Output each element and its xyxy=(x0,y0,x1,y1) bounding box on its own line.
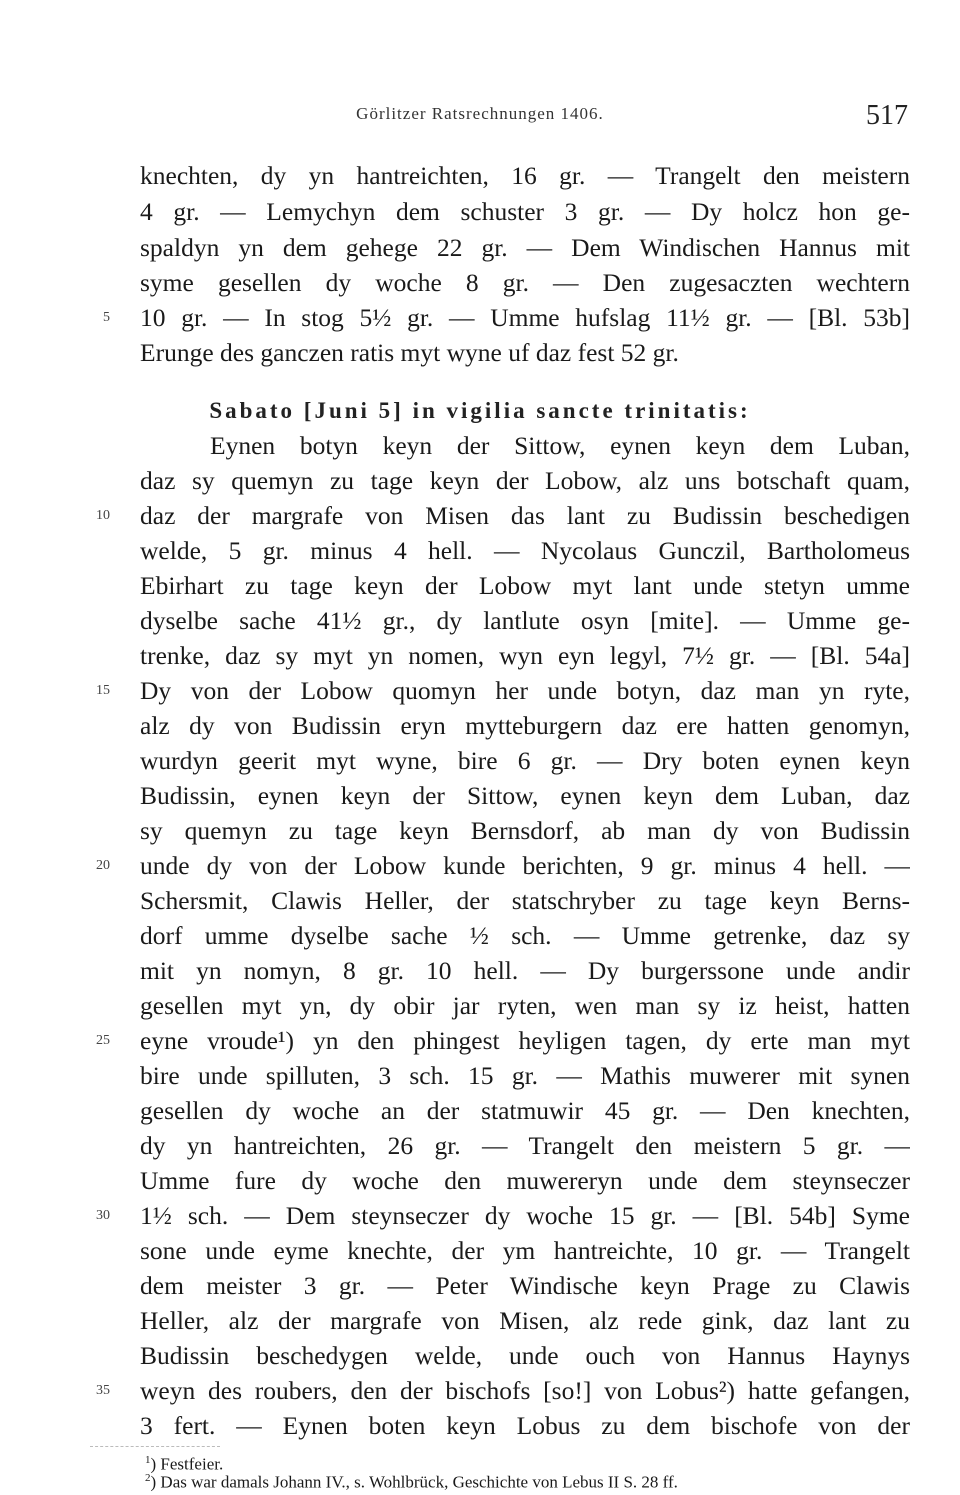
text-line: Ebirhart zu tage keyn der Lobow myt lant unde stetyn umme xyxy=(140,571,910,600)
text-line: Budissin, eynen keyn der Sittow, eynen keyn dem Luban, daz xyxy=(140,781,910,810)
footnote: $^1$) Festfeier. xyxy=(145,1454,224,1474)
text-line: syme gesellen dy woche 8 gr. — Den zugesaczten wechtern xyxy=(140,268,910,297)
text-line: weyn des roubers, den der bischofs [so!] von Lobus²) hatte gefangen, xyxy=(140,1376,910,1405)
text-line: 10 gr. — In stog 5½ gr. — Umme hufslag 11½ gr. — [Bl. 53b] xyxy=(140,303,910,332)
text-line: alz dy von Budissin eryn mytteburgern daz ere hatten genomyn, xyxy=(140,711,910,740)
text-line: trenke, daz sy myt yn nomen, wyn eyn legyl, 7½ gr. — [Bl. 54a] xyxy=(140,641,910,670)
section-heading: Sabato [Juni 5] in vigilia sancte trinitatis: xyxy=(209,398,751,423)
text-line: 1½ sch. — Dem steynseczer dy woche 15 gr. — [Bl. 54b] Syme xyxy=(140,1201,910,1230)
text-line: spaldyn yn dem gehege 22 gr. — Dem Windischen Hannus mit xyxy=(140,233,910,262)
line-number: 20 xyxy=(96,858,110,873)
footnote-mark: 2 xyxy=(145,1472,151,1484)
text-line: 4 gr. — Lemychyn dem schuster 3 gr. — Dy holcz hon ge- xyxy=(140,197,910,226)
line-number: 35 xyxy=(96,1383,110,1398)
text-line: wurdyn geerit myt wyne, bire 6 gr. — Dry boten eynen keyn xyxy=(140,746,910,775)
footnote-text: Festfeier. xyxy=(160,1454,224,1474)
text-line: dyselbe sache 41½ gr., dy lantlute osyn [mite]. — Umme ge- xyxy=(140,606,910,635)
text-line: sy quemyn zu tage keyn Bernsdorf, ab man dy von Budissin xyxy=(140,816,910,845)
footnote: $^2$) Das war damals Johann IV., s. Wohlbrück, Geschichte von Lebus II S. 28 ff. xyxy=(145,1472,678,1492)
text-line: Schersmit, Clawis Heller, der statschryber zu tage keyn Berns- xyxy=(140,886,910,915)
text-line: Heller, alz der margrafe von Misen, alz rede gink, daz lant zu xyxy=(140,1306,910,1335)
text-line: welde, 5 gr. minus 4 hell. — Nycolaus Gunczil, Bartholomeus xyxy=(140,536,910,565)
text-line: mit yn nomyn, 8 gr. 10 hell. — Dy burgerssone unde andir xyxy=(140,956,910,985)
text-line: sone unde eyme knechte, der ym hantreichte, 10 gr. — Trangelt xyxy=(140,1236,910,1265)
text-line: dem meister 3 gr. — Peter Windische keyn Prage zu Clawis xyxy=(140,1271,910,1300)
text-line: daz sy quemyn zu tage keyn der Lobow, alz uns botschaft quam, xyxy=(140,466,910,495)
text-line: Erunge des ganczen ratis myt wyne uf daz fest 52 gr. xyxy=(140,338,679,367)
text-line: 3 fert. — Eynen boten keyn Lobus zu dem bischofe von der xyxy=(140,1411,910,1440)
text-line: daz der margrafe von Misen das lant zu Budissin beschedigen xyxy=(140,501,910,530)
text-line: dy yn hantreichten, 26 gr. — Trangelt den meistern 5 gr. — xyxy=(140,1131,910,1160)
text-line: unde dy von der Lobow kunde berichten, 9 gr. minus 4 hell. — xyxy=(140,851,910,880)
footnote-text: Das war damals Johann IV., s. Wohlbrück, Geschichte von Lebus II S. 28 ff. xyxy=(160,1472,678,1492)
page-number: 517 xyxy=(866,100,908,131)
text-line: knechten, dy yn hantreichten, 16 gr. — Trangelt den meistern xyxy=(140,161,910,190)
text-line: Eynen botyn keyn der Sittow, eynen keyn dem Luban, xyxy=(210,431,910,460)
line-number: 30 xyxy=(96,1208,110,1223)
line-number: 5 xyxy=(103,310,110,325)
footnote-mark: 1 xyxy=(145,1454,151,1466)
text-line: eyne vroude¹) yn den phingest heyligen tagen, dy erte man myt xyxy=(140,1026,910,1055)
text-line: bire unde spilluten, 3 sch. 15 gr. — Mathis muwerer mit synen xyxy=(140,1061,910,1090)
text-line: gesellen myt yn, dy obir jar ryten, wen man sy iz heist, hatten xyxy=(140,991,910,1020)
line-number: 15 xyxy=(96,683,110,698)
text-line: Dy von der Lobow quomyn her unde botyn, daz man yn ryte, xyxy=(140,676,910,705)
text-line: Umme fure dy woche den muwereryn unde dem steynseczer xyxy=(140,1166,910,1195)
running-head xyxy=(0,98,960,138)
text-line: Budissin beschedygen welde, unde ouch von Hannus Haynys xyxy=(140,1341,910,1370)
text-line: dorf umme dyselbe sache ½ sch. — Umme getrenke, daz sy xyxy=(140,921,910,950)
footnote-divider xyxy=(90,1446,220,1447)
text-line: gesellen dy woche an der statmuwir 45 gr. — Den knechten, xyxy=(140,1096,910,1125)
line-number: 25 xyxy=(96,1033,110,1048)
line-number: 10 xyxy=(96,508,110,523)
running-title: Görlitzer Ratsrechnungen 1406. xyxy=(356,104,604,123)
